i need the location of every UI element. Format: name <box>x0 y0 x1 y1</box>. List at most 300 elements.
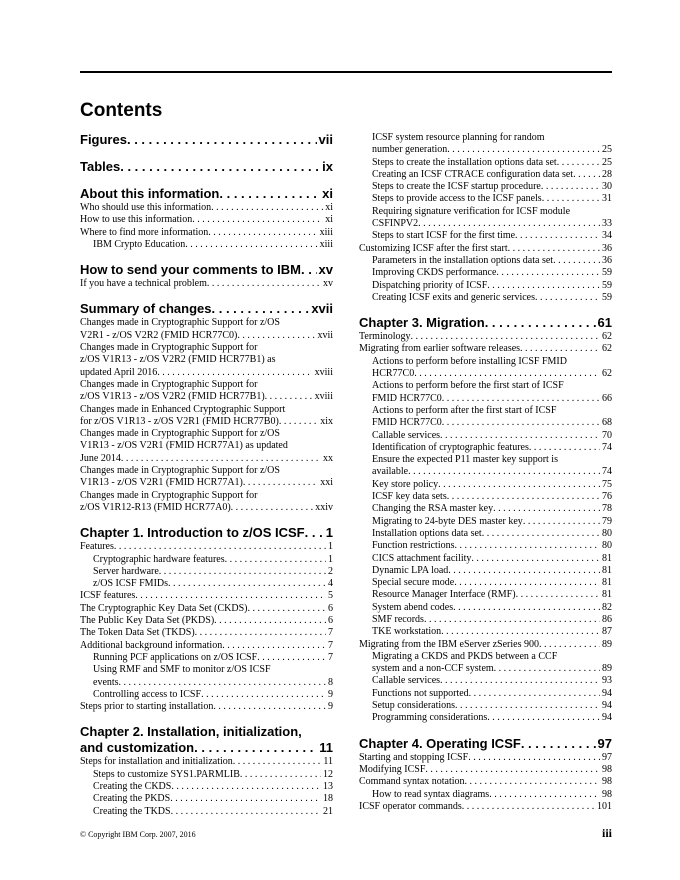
toc-entry[interactable] <box>80 342 333 379</box>
dot-leader <box>441 626 600 638</box>
toc-page-number: 59 <box>602 279 612 291</box>
dot-leader <box>455 700 600 712</box>
toc-page-number: 94 <box>602 687 612 699</box>
toc-entry-text: Changes made in Cryptographic Support for <box>80 378 258 390</box>
toc-heading[interactable] <box>80 186 333 202</box>
toc-entry[interactable] <box>359 528 612 540</box>
toc-entry[interactable] <box>359 267 612 279</box>
toc-entry[interactable] <box>359 651 612 676</box>
toc-entry[interactable] <box>359 132 612 157</box>
toc-page-number: 13 <box>323 780 333 792</box>
toc-page-number: 101 <box>597 800 612 812</box>
toc-entry[interactable] <box>359 789 612 801</box>
toc-entry-text: CSFINPV2 <box>372 218 419 230</box>
toc-page-number: 31 <box>602 193 612 205</box>
toc-page-number: 1 <box>328 553 333 565</box>
dot-leader <box>453 602 600 614</box>
dot-leader <box>542 193 600 205</box>
dot-leader <box>219 186 320 202</box>
dot-leader <box>411 331 600 343</box>
toc-entry[interactable] <box>359 764 612 776</box>
toc-entry-text: ICSF operator commands <box>359 800 462 812</box>
toc-entry-text: Running PCF applications on z/OS ICSF <box>93 651 258 663</box>
toc-page-number: ix <box>322 159 333 174</box>
toc-entry-text: system and a non-CCF system <box>372 663 494 675</box>
toc-page-number: 94 <box>602 712 612 724</box>
toc-entry-text: Creating an ICSF CTRACE configuration data set <box>372 168 574 180</box>
toc-entry-text: System abend codes <box>372 601 454 613</box>
toc-page-number: 34 <box>602 230 612 242</box>
toc-page-number: xxiv <box>315 501 333 513</box>
dot-leader <box>243 477 318 489</box>
toc-entry-text: Migrating to 24-byte DES master key <box>372 515 523 527</box>
toc-page-number: 11 <box>323 756 333 768</box>
dot-leader <box>496 267 600 279</box>
dot-leader <box>233 756 322 768</box>
toc-page-number: xv <box>318 262 333 278</box>
toc-entry[interactable] <box>359 540 612 552</box>
dot-leader <box>529 442 600 454</box>
toc-entry-text: z/OS V1R13 - z/OS V2R2 (FMID HCR77B1) as <box>80 354 276 366</box>
toc-page-number: 6 <box>328 602 333 614</box>
toc-heading[interactable] <box>80 525 333 541</box>
toc-page-number: 74 <box>602 441 612 453</box>
toc-entry-text: Setup considerations <box>372 700 456 712</box>
toc-page-number: 7 <box>328 627 333 639</box>
toc-entry[interactable] <box>80 227 333 239</box>
toc-page-number: 61 <box>597 315 612 331</box>
toc-heading[interactable] <box>80 159 333 175</box>
top-rule <box>80 71 612 73</box>
toc-page-number: 86 <box>602 613 612 625</box>
toc-page-number: 28 <box>602 168 612 180</box>
toc-heading[interactable] <box>80 724 333 756</box>
dot-leader <box>257 652 326 664</box>
dot-leader <box>440 430 600 442</box>
toc-heading[interactable] <box>80 301 333 317</box>
toc-entry-text: Figures <box>80 132 127 147</box>
toc-page-number: xxi <box>320 477 333 489</box>
toc-entry[interactable] <box>80 428 333 465</box>
dot-leader <box>119 677 326 689</box>
toc-entry[interactable] <box>80 239 333 251</box>
toc-entry[interactable] <box>359 380 612 405</box>
dot-leader <box>489 789 600 801</box>
toc-entry[interactable] <box>359 752 612 764</box>
toc-page-number: 25 <box>602 156 612 168</box>
dot-leader <box>440 675 600 687</box>
toc-page-number: xx <box>323 452 333 464</box>
dot-leader <box>438 479 600 491</box>
dot-leader <box>195 627 326 639</box>
toc-entry[interactable] <box>80 769 333 781</box>
dot-leader <box>521 736 596 752</box>
toc-entry-text: Chapter 2. Installation, initialization, <box>80 724 302 740</box>
dot-leader <box>520 343 600 355</box>
toc-page-number: 76 <box>602 491 612 503</box>
toc-entry-text: The Public Key Data Set (PKDS) <box>80 615 215 627</box>
toc-entry-text: and customization <box>80 740 195 756</box>
toc-page-number: 11 <box>319 740 333 756</box>
toc-entry-text: Creating the PKDS <box>93 793 171 805</box>
dot-leader <box>471 553 600 565</box>
dot-leader <box>171 781 321 793</box>
toc-page-number: 82 <box>602 601 612 613</box>
toc-entry[interactable] <box>80 214 333 226</box>
toc-entry[interactable] <box>359 280 612 292</box>
toc-entry-text: ICSF system resource planning for random <box>372 132 545 143</box>
toc-entry-text: Who should use this information <box>80 202 212 213</box>
page-number: iii <box>601 826 612 840</box>
toc-entry[interactable] <box>359 626 612 638</box>
toc-entry-text: Key store policy <box>372 478 439 490</box>
toc-entry[interactable] <box>359 516 612 528</box>
toc-entry-text: June 2014 <box>80 452 121 464</box>
toc-entry-text: If you have a technical problem <box>80 278 207 290</box>
toc-entry[interactable] <box>80 781 333 793</box>
toc-entry-text: ICSF features <box>80 590 136 602</box>
toc-page-number: 75 <box>602 478 612 490</box>
toc-entry[interactable] <box>359 230 612 242</box>
toc-page-number: 62 <box>602 343 612 355</box>
toc-entry-text: Changes made in Cryptographic Support for z/OS <box>80 465 280 477</box>
toc-page-number: xi <box>325 214 333 226</box>
toc-entry-text: Where to find more information <box>80 226 209 238</box>
toc-heading[interactable] <box>359 315 612 331</box>
toc-entry[interactable] <box>80 640 333 652</box>
toc-entry-text: Improving CKDS performance <box>372 267 497 279</box>
toc-entry-text: Changes made in Enhanced Cryptographic Support <box>80 403 286 415</box>
toc-entry-text: updated April 2016 <box>80 366 158 378</box>
toc-entry-text: ICSF key data sets <box>372 491 447 503</box>
toc-page-number: xi <box>325 202 333 213</box>
toc-entry[interactable] <box>80 756 333 768</box>
dot-leader <box>573 169 600 181</box>
dot-leader <box>247 603 326 615</box>
toc-entry-text: Steps to provide access to the ICSF panels <box>372 193 542 205</box>
toc-entry[interactable] <box>359 479 612 491</box>
dot-leader <box>265 391 313 403</box>
toc-entry-text: Steps for installation and initialization <box>80 756 233 768</box>
toc-page-number: 30 <box>602 181 612 193</box>
toc-page-number: xix <box>320 415 333 427</box>
toc-entry-text: for z/OS V1R13 - z/OS V2R1 (FMID HCR77B0) <box>80 415 279 427</box>
toc-entry[interactable] <box>80 793 333 805</box>
toc-entry-text: Modifying ICSF <box>359 763 426 775</box>
dot-leader <box>516 589 600 601</box>
dot-leader <box>185 239 317 251</box>
toc-entry[interactable] <box>359 565 612 577</box>
toc-entry[interactable] <box>359 503 612 515</box>
toc-page-number: 79 <box>602 515 612 527</box>
toc-entry[interactable] <box>359 776 612 788</box>
toc-entry-text: Creating the CKDS <box>93 780 172 792</box>
toc-entry[interactable] <box>359 331 612 343</box>
dot-leader <box>121 453 321 465</box>
dot-leader <box>557 157 600 169</box>
toc-entry[interactable] <box>80 404 333 429</box>
dot-leader <box>212 301 310 317</box>
toc-entry-text: Controlling access to ICSF <box>93 688 202 700</box>
toc-page-number: vii <box>318 132 333 147</box>
toc-page-number: 97 <box>597 735 612 751</box>
toc-entry-text: Migrating a CKDS and PKDS between a CCF <box>372 650 558 662</box>
toc-page-number: 8 <box>328 676 333 688</box>
toc-entry-text: Chapter 4. Operating ICSF <box>359 735 521 751</box>
toc-entry-text: Using RMF and SMF to monitor z/OS ICSF <box>93 664 271 676</box>
toc-entry[interactable] <box>359 577 612 589</box>
toc-entry[interactable] <box>80 615 333 627</box>
dot-leader <box>237 330 315 342</box>
toc-page-number: xiii <box>319 226 333 238</box>
dot-leader <box>493 503 600 515</box>
toc-page-number: 7 <box>328 651 333 663</box>
toc-entry[interactable] <box>359 712 612 724</box>
dot-leader <box>240 769 321 781</box>
toc-entry[interactable] <box>359 356 612 381</box>
toc-entry-text: Functions not supported <box>372 687 469 699</box>
toc-entry-text: Summary of changes <box>80 301 212 317</box>
toc-entry-text: About this information <box>80 186 220 201</box>
toc-page-number: xviii <box>314 391 333 403</box>
toc-page-number: 2 <box>328 565 333 577</box>
dot-leader <box>207 278 321 290</box>
toc-page-number: 62 <box>602 368 612 380</box>
toc-entry[interactable] <box>359 181 612 193</box>
toc-entry-text: V2R1 - z/OS V2R2 (FMID HCR77C0) <box>80 329 238 341</box>
toc-entry-text: Migrating from earlier software releases <box>359 343 521 355</box>
toc-entry-text: available <box>372 466 409 478</box>
toc-entry-text: Dynamic LPA load <box>372 564 449 576</box>
toc-entry-text: How to send your comments to IBM <box>80 262 302 278</box>
toc-entry[interactable] <box>359 553 612 565</box>
toc-page-number: 36 <box>602 242 612 254</box>
toc-entry-text: Programming considerations <box>372 712 488 724</box>
toc-page-number: 81 <box>602 552 612 564</box>
toc-entry[interactable] <box>359 675 612 687</box>
dot-leader <box>225 554 326 566</box>
toc-entry-text: Tables <box>80 159 121 174</box>
toc-entry-text: Steps prior to starting installation <box>80 701 214 713</box>
toc-heading[interactable] <box>80 262 333 278</box>
dot-leader <box>120 159 320 175</box>
toc-page-number: xvii <box>317 329 333 341</box>
toc-entry-text: Terminology <box>359 331 411 343</box>
toc-entry-text: Changes made in Cryptographic Support for <box>80 342 258 354</box>
toc-entry-text: Creating ICSF exits and generic services <box>372 291 536 303</box>
dot-leader <box>305 525 324 541</box>
dot-leader <box>414 368 600 380</box>
toc-entry[interactable] <box>80 379 333 404</box>
toc-entry-text: Creating the TKDS <box>93 805 171 817</box>
dot-leader <box>214 615 326 627</box>
toc-entry[interactable] <box>80 701 333 713</box>
toc-entry-text: Steps to create the ICSF startup procedure <box>372 181 541 193</box>
toc-heading[interactable] <box>80 132 333 148</box>
dot-leader <box>418 218 600 230</box>
dot-leader <box>485 315 596 331</box>
toc-page-number: 4 <box>328 578 333 590</box>
toc-entry-text: Cryptographic hardware features <box>93 553 225 565</box>
toc-entry[interactable] <box>359 206 612 231</box>
toc-page-number: 59 <box>602 291 612 303</box>
toc-entry-text: The Cryptographic Key Data Set (CKDS) <box>80 602 248 614</box>
dot-leader <box>213 701 326 713</box>
toc-entry-text: IBM Crypto Education <box>93 238 186 250</box>
toc-page-number: 81 <box>602 564 612 576</box>
toc-entry-text: Callable services <box>372 675 441 687</box>
toc-entry[interactable] <box>359 801 612 813</box>
toc-page-number: 36 <box>602 254 612 266</box>
toc-entry[interactable] <box>359 491 612 503</box>
toc-entry-text: SMF records <box>372 613 424 625</box>
toc-entry-text: TKE workstation <box>372 626 442 638</box>
toc-entry[interactable] <box>359 639 612 651</box>
toc-entry[interactable] <box>80 490 333 515</box>
toc-entry[interactable] <box>359 589 612 601</box>
toc-entry-text: FMID HCR77C0 <box>372 417 442 429</box>
toc-page-number: 12 <box>323 768 333 780</box>
toc-entry[interactable] <box>359 193 612 205</box>
toc-entry-text: Customizing ICSF after the first start <box>359 242 508 254</box>
toc-entry[interactable] <box>359 614 612 626</box>
dot-leader <box>301 262 317 278</box>
toc-entry[interactable] <box>80 578 333 590</box>
toc-entry[interactable] <box>80 664 333 689</box>
toc-entry[interactable] <box>80 603 333 615</box>
toc-entry-text: How to read syntax diagrams <box>372 788 490 800</box>
toc-entry-text: Chapter 3. Migration <box>359 315 485 331</box>
dot-leader <box>539 639 600 651</box>
toc-page-number: 78 <box>602 503 612 515</box>
toc-entry[interactable] <box>359 442 612 454</box>
toc-page-number: 21 <box>323 805 333 817</box>
dot-leader <box>508 243 600 255</box>
toc-entry[interactable] <box>80 590 333 602</box>
toc-page-number: 9 <box>328 688 333 700</box>
dot-leader <box>442 417 600 429</box>
toc-entry[interactable] <box>80 806 333 818</box>
toc-page-number: 7 <box>328 639 333 651</box>
dot-leader <box>192 214 323 226</box>
dot-leader <box>168 578 326 590</box>
toc-entry[interactable] <box>359 343 612 355</box>
toc-page-number: 81 <box>602 577 612 589</box>
toc-entry-text: Server hardware <box>93 565 159 577</box>
toc-page-number: 1 <box>328 541 333 553</box>
toc-entry[interactable] <box>80 627 333 639</box>
toc-entry[interactable] <box>359 243 612 255</box>
toc-entry-text: Migrating from the IBM eServer zSeries 900 <box>359 638 539 650</box>
toc-entry-text: V1R13 - z/OS V2R1 (FMID HCR77A1) as updated <box>80 440 288 452</box>
toc-entry[interactable] <box>80 278 333 290</box>
toc-entry[interactable] <box>80 566 333 578</box>
toc-entry[interactable] <box>80 652 333 664</box>
toc-entry-text: z/OS V1R12-R13 (FMID HCR77A0) <box>80 501 231 513</box>
toc-entry[interactable] <box>359 430 612 442</box>
toc-entry-text: Dispatching priority of ICSF <box>372 279 488 291</box>
toc-entry-text: HCR77C0 <box>372 368 415 380</box>
toc-page-number: 1 <box>325 525 333 541</box>
dot-leader <box>465 776 600 788</box>
toc-page-number: 97 <box>602 751 612 763</box>
toc-entry[interactable] <box>359 292 612 304</box>
toc-entry-text: number generation <box>372 144 448 156</box>
toc-entry[interactable] <box>359 255 612 267</box>
toc-entry-text: Chapter 1. Introduction to z/OS ICSF <box>80 525 305 541</box>
toc-entry-text: Ensure the expected P11 master key support is <box>372 454 558 466</box>
toc-entry-text: Actions to perform before installing ICSF FMID <box>372 355 567 367</box>
dot-leader <box>208 227 317 239</box>
toc-page-number: 33 <box>602 218 612 230</box>
toc-entry-text: Resource Manager Interface (RMF) <box>372 589 516 601</box>
toc-entry-text: Installation options data set <box>372 527 482 539</box>
toc-entry[interactable] <box>359 602 612 614</box>
toc-heading[interactable] <box>359 736 612 752</box>
toc-page-number: 18 <box>323 793 333 805</box>
toc-entry[interactable] <box>80 689 333 701</box>
toc-entry-text: Changes made in Cryptographic Support for <box>80 489 258 501</box>
toc-entry-text: Function restrictions <box>372 540 455 552</box>
toc-entry[interactable] <box>80 541 333 553</box>
dot-leader <box>157 367 312 379</box>
toc-entry-text: CICS attachment facility <box>372 552 472 564</box>
toc-page-number: 94 <box>602 700 612 712</box>
dot-leader <box>541 181 600 193</box>
dot-leader <box>455 540 601 552</box>
dot-leader <box>515 230 600 242</box>
dot-leader <box>201 689 326 701</box>
toc-entry-text: Changes made in Cryptographic Support for z/OS <box>80 317 280 329</box>
dot-leader <box>127 132 317 148</box>
toc-entry[interactable] <box>80 554 333 566</box>
toc-entry[interactable] <box>359 700 612 712</box>
dot-leader <box>424 614 600 626</box>
toc-entry[interactable] <box>80 465 333 490</box>
toc-page-number: 98 <box>602 788 612 800</box>
toc-entry[interactable] <box>359 454 612 479</box>
toc-page-number: 87 <box>602 626 612 638</box>
toc-page-number: 98 <box>602 763 612 775</box>
toc-entry[interactable] <box>359 405 612 430</box>
toc-entry-text: Special secure mode <box>372 577 455 589</box>
dot-leader <box>447 491 600 503</box>
toc-page-number: xviii <box>314 366 333 378</box>
dot-leader <box>408 466 600 478</box>
toc-page-number: 9 <box>328 701 333 713</box>
toc-page-number: 5 <box>328 590 333 602</box>
dot-leader <box>462 801 595 813</box>
toc-entry-text: How to use this information <box>80 214 193 226</box>
toc-entry[interactable] <box>359 688 612 700</box>
toc-entry-text: Requiring signature verification for ICSF module <box>372 205 571 217</box>
dot-leader <box>211 202 323 214</box>
toc-entry-text: events <box>93 676 119 688</box>
dot-leader <box>482 528 600 540</box>
toc-page-number: 66 <box>602 392 612 404</box>
toc-entry-text: Changing the RSA master key <box>372 503 494 515</box>
dot-leader <box>171 806 321 818</box>
dot-leader <box>469 688 600 700</box>
toc-entry[interactable] <box>359 157 612 169</box>
toc-entry[interactable] <box>80 317 333 342</box>
toc-entry[interactable] <box>359 169 612 181</box>
toc-entry-text: z/OS ICSF FMIDs <box>93 578 169 590</box>
toc-entry-text: FMID HCR77C0 <box>372 392 442 404</box>
toc-entry[interactable] <box>80 202 333 214</box>
toc-entry-text: The Token Data Set (TKDS) <box>80 627 195 639</box>
toc-entry-text: Features <box>80 541 114 553</box>
